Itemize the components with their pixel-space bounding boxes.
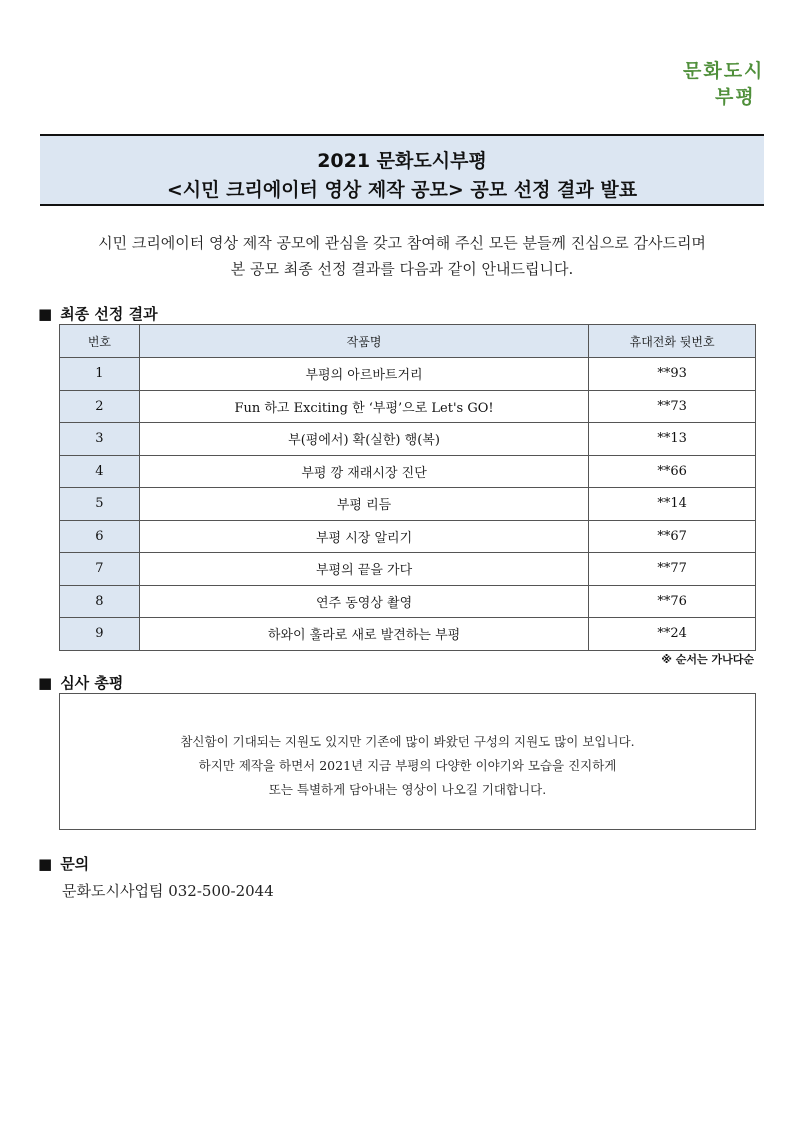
order-note: ※ 순서는 가나다순: [661, 653, 754, 666]
contact-heading: [38, 853, 89, 874]
logo-line-1: 문화도시: [683, 60, 765, 82]
table-row: [60, 358, 756, 391]
contact-heading-label: 문의: [60, 855, 90, 873]
table-row: [60, 423, 756, 456]
cell-number: 7: [60, 553, 140, 586]
cell-title: 연주 동영상 촬영: [139, 585, 588, 618]
title-line-1: 2021 문화도시부평: [317, 150, 487, 172]
cell-number: 4: [60, 455, 140, 488]
cell-phone: **67: [589, 520, 756, 553]
contact-text: 문화도시사업팀 032-500-2044: [62, 882, 274, 900]
review-heading: [38, 672, 123, 693]
title-line-2: <시민 크리에이터 영상 제작 공모> 공모 선정 결과 발표: [166, 179, 638, 201]
table-row: [60, 618, 756, 651]
cell-phone: **14: [589, 488, 756, 521]
review-line-3: 또는 특별하게 담아내는 영상이 나오길 기대합니다.: [268, 782, 547, 797]
cell-phone: **24: [589, 618, 756, 651]
review-heading-label: 심사 총평: [60, 674, 124, 692]
cell-number: 2: [60, 390, 140, 423]
cell-title: 부평 리듬: [139, 488, 588, 521]
cell-number: 6: [60, 520, 140, 553]
table-row: [60, 390, 756, 423]
results-table: [59, 324, 756, 651]
cell-title: 부평 시장 알리기: [139, 520, 588, 553]
logo-line-2: 부평: [715, 86, 756, 108]
table-row: [60, 455, 756, 488]
square-bullet-icon: ■: [38, 305, 53, 323]
table-row: [60, 488, 756, 521]
cell-phone: **76: [589, 585, 756, 618]
table-row: [60, 520, 756, 553]
cell-title: 부평의 끝을 가다: [139, 553, 588, 586]
cell-title: 부평 깡 재래시장 진단: [139, 455, 588, 488]
cell-number: 1: [60, 358, 140, 391]
review-line-1: 참신함이 기대되는 지원도 있지만 기존에 많이 봐왔던 구성의 지원도 많이 보입니다.: [180, 734, 635, 749]
column-header-phone: 휴대전화 뒷번호: [589, 325, 756, 358]
cell-phone: **73: [589, 390, 756, 423]
cell-number: 9: [60, 618, 140, 651]
title-banner: [40, 134, 764, 206]
cell-title: 부평의 아르바트거리: [139, 358, 588, 391]
cell-phone: **77: [589, 553, 756, 586]
table-row: [60, 585, 756, 618]
review-box: [59, 693, 756, 830]
cell-phone: **93: [589, 358, 756, 391]
square-bullet-icon: ■: [38, 855, 53, 873]
cell-title: 부(평에서) 확(실한) 행(복): [139, 423, 588, 456]
cell-phone: **66: [589, 455, 756, 488]
cell-phone: **13: [589, 423, 756, 456]
cell-title: Fun 하고 Exciting 한 ‘부평’으로 Let's GO!: [139, 390, 588, 423]
cell-number: 3: [60, 423, 140, 456]
cell-title: 하와이 훌라로 새로 발견하는 부평: [139, 618, 588, 651]
results-heading-label: 최종 선정 결과: [60, 305, 158, 323]
results-heading: [38, 303, 158, 324]
table-row: [60, 553, 756, 586]
review-line-2: 하지만 제작을 하면서 2021년 지금 부평의 다양한 이야기와 모습을 진지하게: [198, 758, 617, 773]
column-header-title: 작품명: [139, 325, 588, 358]
cell-number: 8: [60, 585, 140, 618]
table-header-row: [60, 325, 756, 358]
intro-line-2: 본 공모 최종 선정 결과를 다음과 같이 안내드립니다.: [230, 260, 574, 278]
column-header-number: 번호: [60, 325, 140, 358]
cell-number: 5: [60, 488, 140, 521]
culture-city-logo: [683, 56, 775, 116]
intro-line-1: 시민 크리에이터 영상 제작 공모에 관심을 갖고 참여해 주신 모든 분들께 진심으로 감사드리며: [98, 234, 706, 252]
square-bullet-icon: ■: [38, 674, 53, 692]
